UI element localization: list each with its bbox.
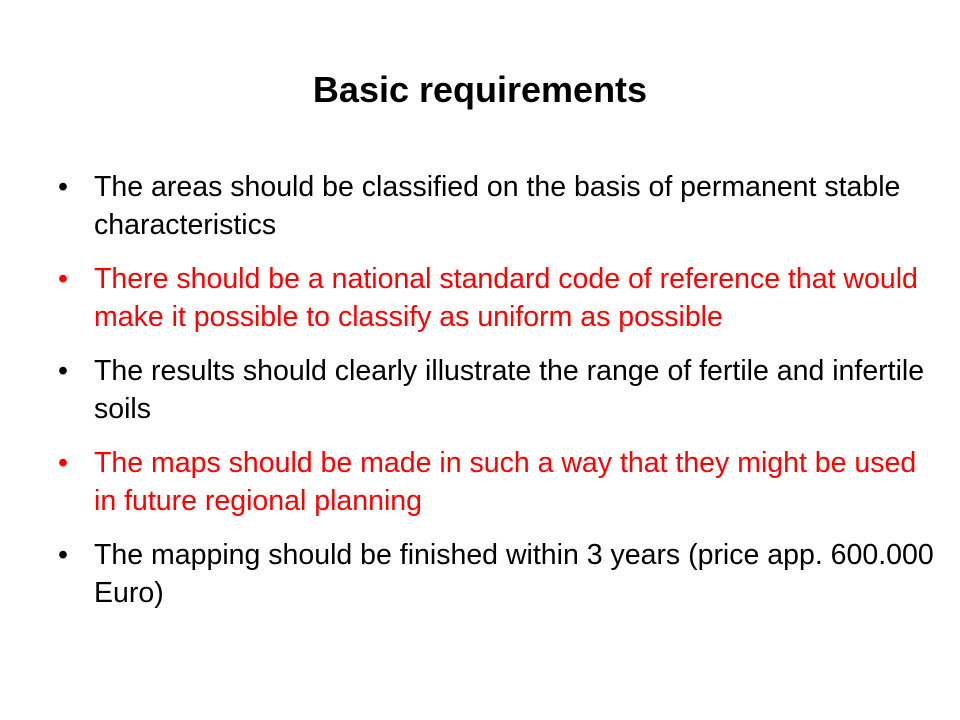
- bullet-text: There should be a national standard code of reference that would make it possible to classify as uniform as possible: [94, 263, 918, 333]
- bullet-dot-icon: •: [58, 171, 68, 203]
- bullet-dot-icon: •: [58, 447, 68, 479]
- bullet-dot-icon: •: [58, 355, 68, 387]
- bullet-item: [58, 536, 938, 612]
- bullet-item: [58, 352, 938, 428]
- bullet-text: The mapping should be finished within 3 years (price app. 600.000 Euro): [94, 539, 934, 609]
- bullet-list: [58, 168, 938, 628]
- bullet-item: [58, 260, 938, 336]
- bullet-item: [58, 168, 938, 244]
- bullet-text: The maps should be made in such a way that they might be used in future regional planning: [94, 447, 917, 517]
- bullet-item: [58, 444, 938, 520]
- bullet-dot-icon: •: [58, 263, 68, 295]
- slide-title: Basic requirements: [312, 69, 648, 110]
- bullet-text: The areas should be classified on the basis of permanent stable characteristics: [94, 171, 901, 241]
- bullet-dot-icon: •: [58, 539, 68, 571]
- bullet-text: The results should clearly illustrate the range of fertile and infertile soils: [94, 355, 925, 425]
